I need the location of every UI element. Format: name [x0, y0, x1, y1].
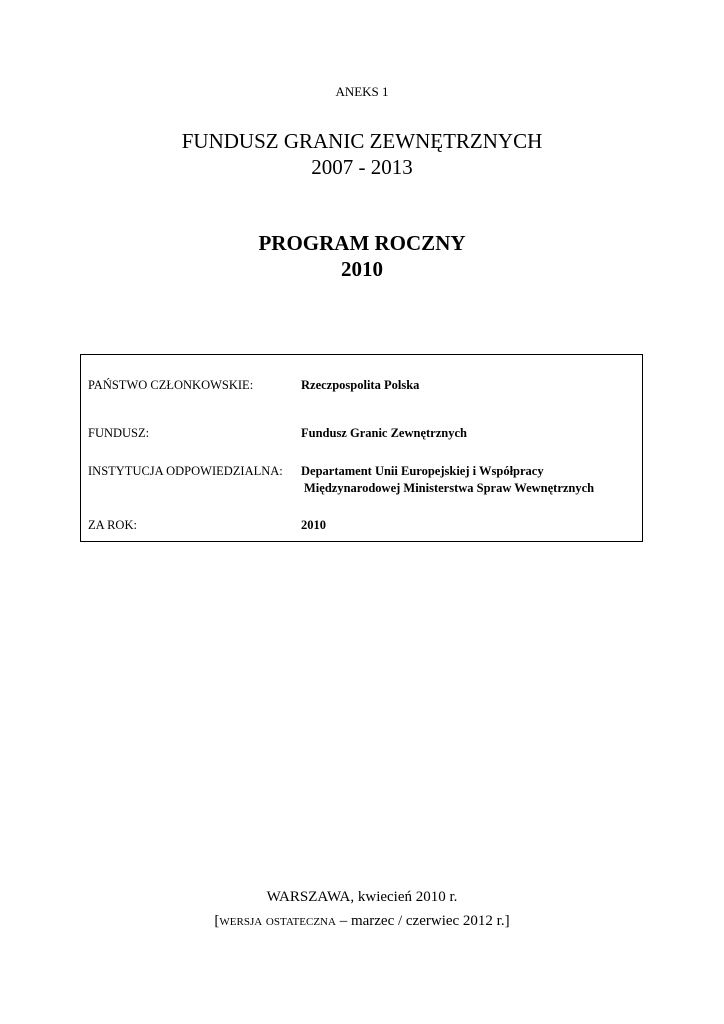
member-state-value: Rzeczpospolita Polska [301, 378, 420, 392]
member-state-label: PAŃSTWO CZŁONKOWSKIE: [88, 378, 254, 392]
responsible-authority-value: Departament Unii Europejskiej i Współpracy [301, 464, 544, 478]
year-label: ZA ROK: [88, 518, 137, 532]
version-open: [ [214, 913, 220, 929]
version-note [0, 912, 724, 930]
annex-label: ANEKS 1 [335, 84, 389, 99]
version-rest: – marzec / czerwiec 2012 r.] [335, 913, 510, 929]
program-year: 2010 [341, 257, 383, 281]
fund-years: 2007 - 2013 [311, 155, 413, 179]
fund-label: FUNDUSZ: [88, 426, 150, 440]
info-table [80, 354, 643, 542]
responsible-authority-value-line2: Międzynarodowej Ministerstwa Spraw Wewnętrznych [304, 481, 595, 495]
version-label: wersja ostateczna [219, 913, 336, 929]
fund-title: FUNDUSZ GRANIC ZEWNĘTRZNYCH [181, 129, 543, 153]
year-value: 2010 [301, 518, 326, 532]
program-title: PROGRAM ROCZNY [258, 231, 466, 255]
responsible-authority-label: INSTYTUCJA ODPOWIEDZIALNA: [88, 464, 283, 478]
place-date: WARSZAWA, kwiecień 2010 r. [266, 889, 458, 905]
fund-value: Fundusz Granic Zewnętrznych [301, 426, 467, 440]
